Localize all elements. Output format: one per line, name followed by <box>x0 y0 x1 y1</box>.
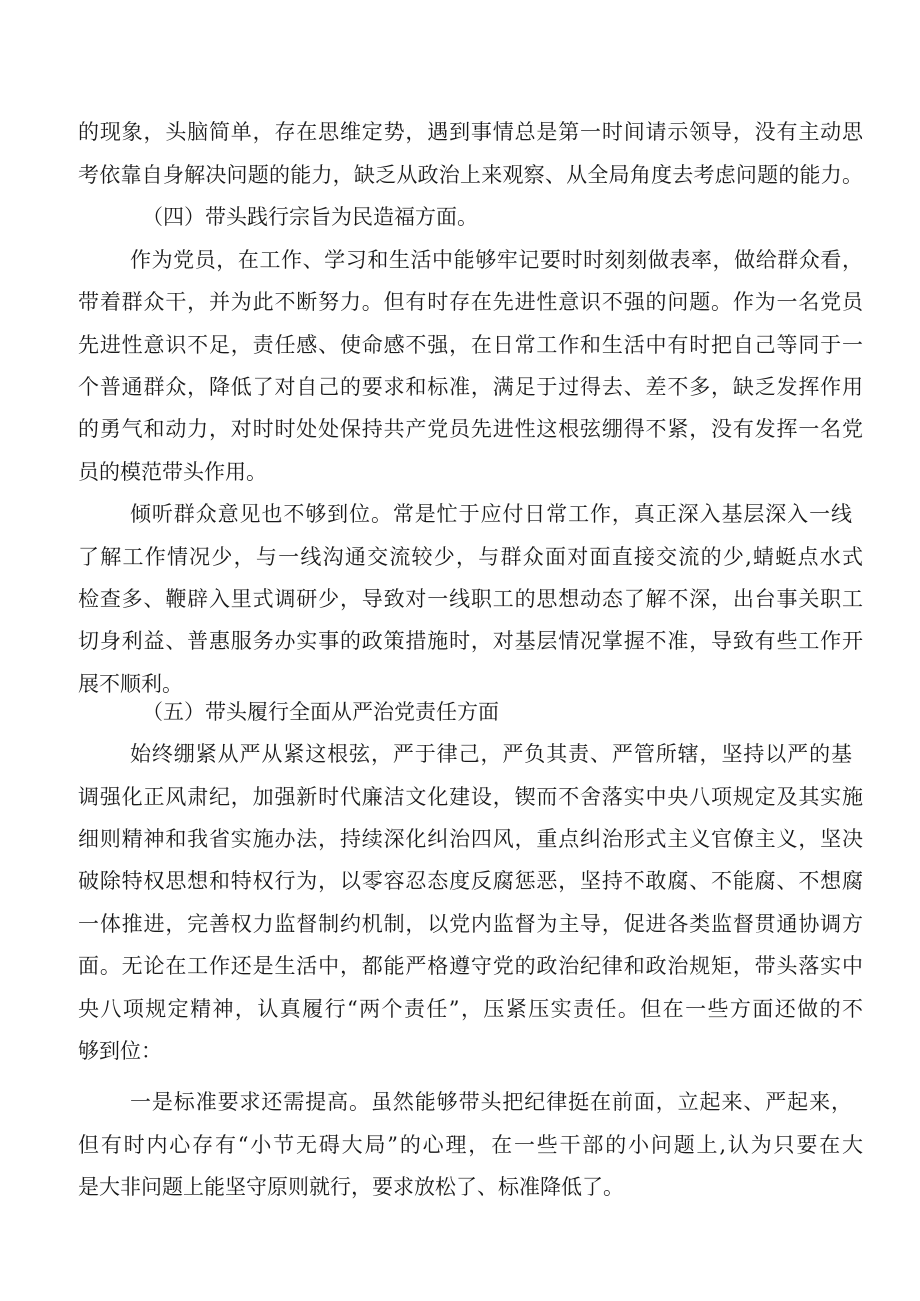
text-line: 一体推进，完善权力监督制约机制，以党内监督为主导，促进各类监督贯通协调方 <box>78 912 863 936</box>
text-line: 够到位： <box>78 1039 162 1063</box>
text-line: 员的模范带头作用。 <box>78 460 267 484</box>
paragraph-first-line: 倾听群众意见也不够到位。常是忙于应付日常工作，真正深入基层深入一线 <box>130 502 852 526</box>
text-line: 展不顺利。 <box>78 672 183 696</box>
paragraph-first-line: 一是标准要求还需提高。虽然能够带头把纪律挺在前面，立起来、严起来， <box>130 1090 852 1114</box>
text-line: 央八项规定精神，认真履行“两个责任”，压紧压实责任。但在一些方面还做的不 <box>78 997 863 1021</box>
text-line: 破除特权思想和特权行为，以零容忍态度反腐惩恶，坚持不敢腐、不能腐、不想腐 <box>78 869 863 893</box>
text-line: 是大非问题上能坚守原则就行，要求放松了、标准降低了。 <box>78 1175 624 1199</box>
section-heading-5: （五）带头履行全面从严治党责任方面 <box>142 700 499 724</box>
text-line: 的现象，头脑简单，存在思维定势，遇到事情总是第一时间请示领导，没有主动思 <box>78 120 863 144</box>
text-line: 先进性意识不足，责任感、使命感不强，在日常工作和生活中有时把自己等同于一 <box>78 333 863 357</box>
text-line: 考依靠自身解决问题的能力，缺乏从政治上来观察、从全局角度去考虑问题的能力。 <box>78 163 863 187</box>
text-line: 个普通群众，降低了对自己的要求和标准，满足于过得去、差不多，缺乏发挥作用 <box>78 375 863 399</box>
text-line: 调强化正风肃纪，加强新时代廉洁文化建设，锲而不舍落实中央八项规定及其实施 <box>78 785 863 809</box>
text-line: 检查多、鞭辟入里式调研少，导致对一线职工的思想动态了解不深，出台事关职工 <box>78 587 863 611</box>
paragraph-first-line: 作为党员，在工作、学习和生活中能够牢记要时时刻刻做表率，做给群众看， <box>130 248 863 272</box>
text-line: 带着群众干，并为此不断努力。但有时存在先进性意识不强的问题。作为一名党员 <box>78 290 863 314</box>
paragraph-first-line: 始终绷紧从严从紧这根弦，严于律己，严负其责、严管所辖，坚持以严的基 <box>130 742 852 766</box>
text-line: 但有时内心存有“小节无碍大局”的心理，在一些干部的小问题上,认为只要在大 <box>78 1133 863 1157</box>
text-line: 面。无论在工作还是生活中，都能严格遵守党的政治纪律和政治规矩，带头落实中 <box>78 954 863 978</box>
text-line: 的勇气和动力，对时时处处保持共产党员先进性这根弦绷得不紧，没有发挥一名党 <box>78 417 863 441</box>
text-line: 了解工作情况少，与一线沟通交流较少，与群众面对面直接交流的少,蜻蜓点水式 <box>78 545 863 569</box>
text-line: 切身利益、普惠服务办实事的政策措施时，对基层情况掌握不准，导致有些工作开 <box>78 629 863 653</box>
section-heading-4: （四）带头践行宗旨为民造福方面。 <box>142 205 478 229</box>
text-line: 细则精神和我省实施办法，持续深化纠治四风，重点纠治形式主义官僚主义，坚决 <box>78 827 863 851</box>
